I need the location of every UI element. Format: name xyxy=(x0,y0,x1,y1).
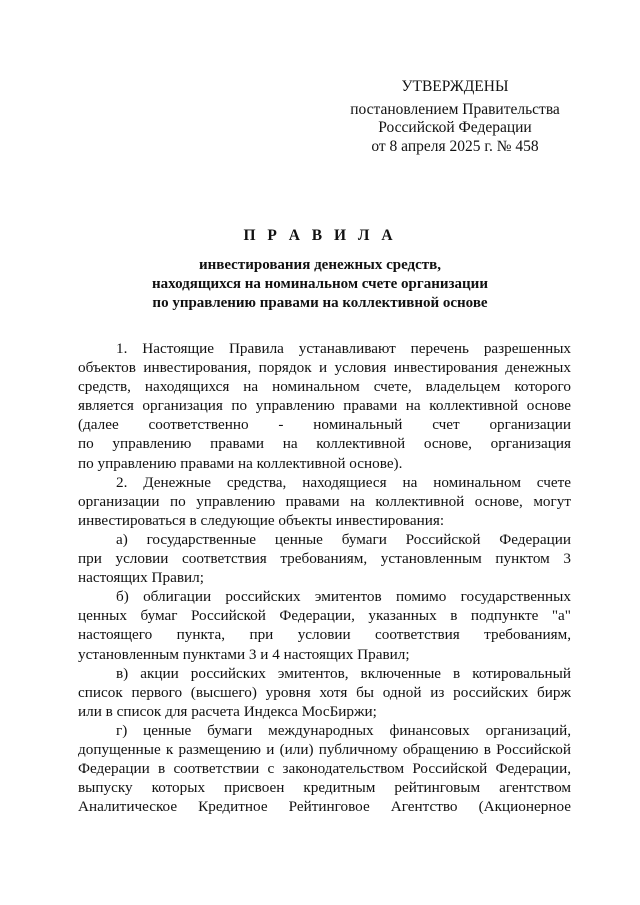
text-line: или в список для расчета Индекса МосБиржи; xyxy=(78,702,377,720)
approval-line-3: от 8 апреля 2025 г. № 458 xyxy=(371,137,539,155)
text-line: организации по управлению правами на коллективной основе, могут xyxy=(78,492,571,510)
text-line: 1. Настоящие Правила устанавливают перечень разрешенных xyxy=(116,340,571,357)
approval-block xyxy=(330,78,580,156)
text-line: г) ценные бумаги международных финансовых организаций, xyxy=(116,721,571,739)
text-line: по управлению правами на коллективной основе). xyxy=(78,454,403,472)
text-line: при условии соответствия требованиям, установленным пунктом 3 xyxy=(78,550,571,568)
text-line: установленным пунктами 3 и 4 настоящих Правил; xyxy=(78,645,410,663)
text-line: список первого (высшего) уровня хотя бы одной из российских бирж xyxy=(78,683,571,701)
text-line: является организация по управлению правами на коллективной основе xyxy=(78,397,571,415)
text-line: объектов инвестирования, порядок и условия инвестирования денежных xyxy=(78,359,571,377)
text-line: настоящего пункта, при условии соответствия требованиям, xyxy=(78,626,571,644)
approval-line-1: постановлением Правительства xyxy=(350,100,560,118)
text-line: ценных бумаг Российской Федерации, указанных в подпункте "а" xyxy=(78,607,571,625)
approval-heading: УТВЕРЖДЕНЫ xyxy=(401,78,509,95)
text-line: настоящих Правил; xyxy=(78,569,204,587)
text-line: Аналитическое Кредитное Рейтинговое Агентство (Акционерное xyxy=(78,798,571,816)
paragraph-1 xyxy=(78,339,571,473)
document-subtitle xyxy=(70,256,570,313)
approval-line-2: Российской Федерации xyxy=(378,119,532,136)
subitem-g xyxy=(78,721,571,816)
document-title: П Р А В И Л А xyxy=(243,227,397,244)
subitem-b xyxy=(78,587,571,663)
text-line: 2. Денежные средства, находящиеся на номинальном счете xyxy=(116,473,571,491)
text-line: по управлению правами на коллективной основе, организация xyxy=(78,435,571,453)
subtitle-line-2: находящихся на номинальном счете организации xyxy=(152,276,488,292)
text-line: в) акции российских эмитентов, включенные в котировальный xyxy=(116,664,571,682)
subtitle-line-3: по управлению правами на коллективной основе xyxy=(152,295,488,311)
text-line: выпуску которых присвоен кредитным рейтинговым агентством xyxy=(78,779,571,797)
document-body xyxy=(78,339,571,816)
document-title-block xyxy=(70,226,570,313)
text-line: а) государственные ценные бумаги Российской Федерации xyxy=(116,530,571,548)
text-line: б) облигации российских эмитентов помимо государственных xyxy=(116,588,571,606)
subtitle-line-1: инвестирования денежных средств, xyxy=(198,257,442,273)
text-line: допущенные к размещению и (или) публичному обращению в Российской xyxy=(78,740,571,758)
subitem-v xyxy=(78,664,571,721)
paragraph-2 xyxy=(78,473,571,530)
subitem-a xyxy=(78,530,571,587)
text-line: Федерации в соответствии с законодательством Российской Федерации, xyxy=(78,760,571,778)
text-line: инвестироваться в следующие объекты инвестирования: xyxy=(78,511,445,529)
text-line: средств, находящихся на номинальном счете, владельцем которого xyxy=(78,378,571,396)
text-line: (далее соответственно - номинальный счет организации xyxy=(78,416,571,434)
